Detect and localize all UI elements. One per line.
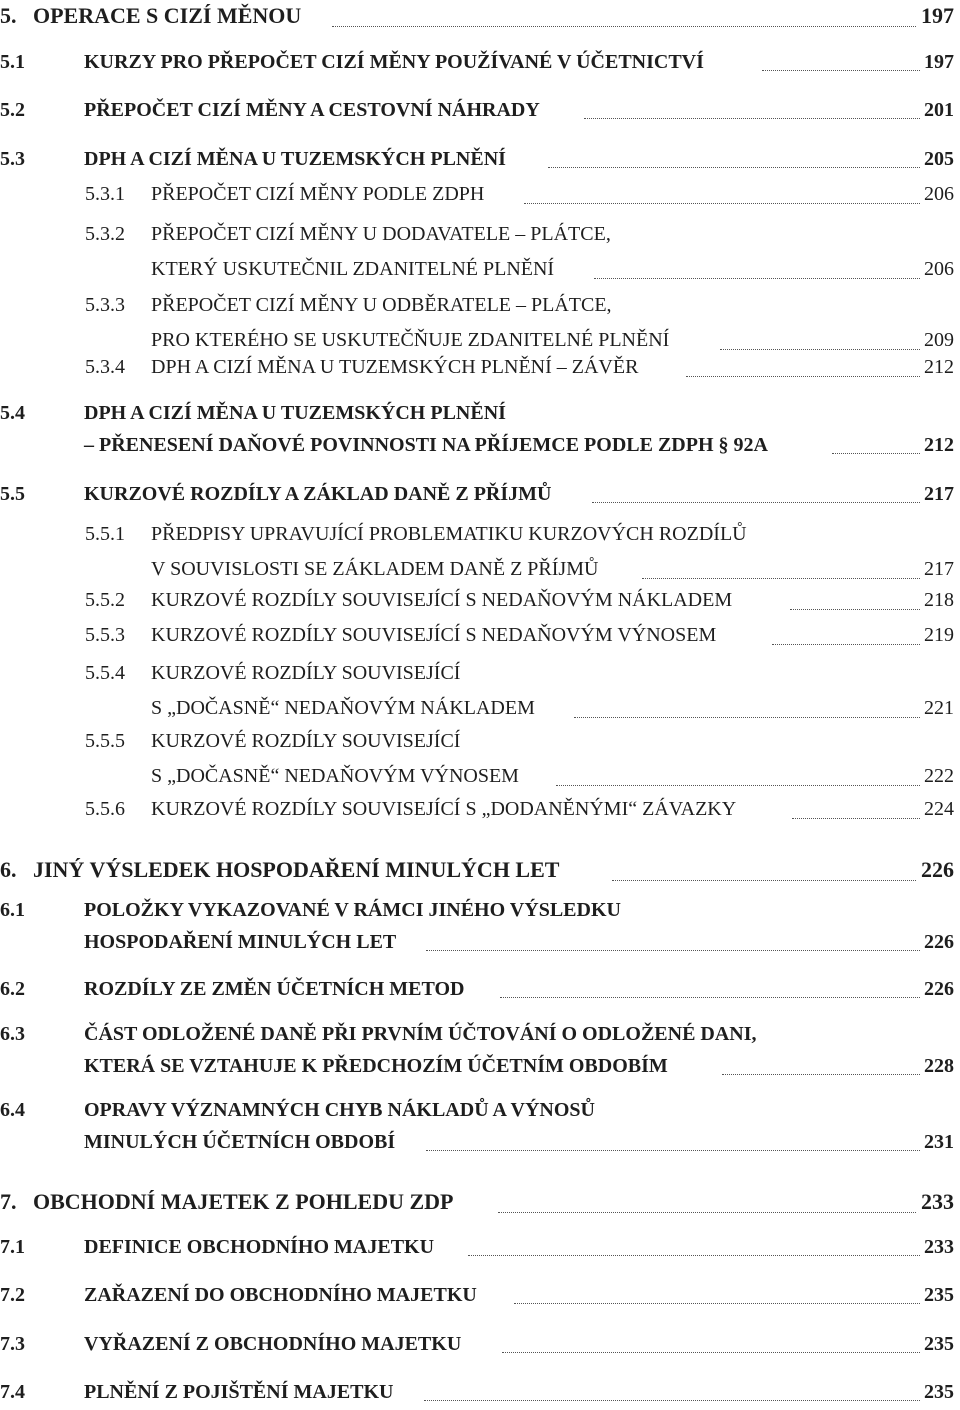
toc-leader — [426, 1150, 920, 1151]
toc-page-number: 222 — [924, 765, 954, 787]
toc-page-number: 197 — [924, 51, 954, 73]
toc-page-number: 233 — [921, 1189, 954, 1214]
toc-subsection-5-5-3[interactable] — [0, 618, 960, 653]
toc-leader — [792, 818, 920, 819]
toc-title: ČÁST ODLOŽENÉ DANĚ PŘI PRVNÍM ÚČTOVÁNÍ O ODLOŽENÉ DANI, KTERÁ SE VZTAHUJE K PŘEDCHOZÍM ÚČETNÍM OBDOBÍM — [84, 1023, 757, 1077]
toc-title: PŘEPOČET CIZÍ MĚNY U ODBĚRATELE – PLÁTCE, PRO KTERÉHO SE USKUTEČŇUJE ZDANITELNÉ PLNĚNÍ — [151, 294, 670, 351]
toc-title: DEFINICE OBCHODNÍHO MAJETKU — [84, 1236, 435, 1258]
toc-title: PŘEPOČET CIZÍ MĚNY PODLE ZDPH — [151, 183, 485, 205]
toc-page-number: 228 — [924, 1055, 954, 1077]
toc-section-7-3[interactable] — [0, 1328, 960, 1360]
toc-subsection-5-5-4[interactable] — [0, 656, 960, 726]
toc-page-number: 205 — [924, 148, 954, 170]
toc-number: 6. — [0, 857, 17, 882]
toc-leader — [574, 717, 920, 718]
toc-leader — [790, 609, 920, 610]
toc-subsection-5-3-4[interactable] — [0, 350, 960, 385]
toc-page-number: 206 — [924, 183, 954, 205]
toc-number: 5.3.1 — [85, 183, 125, 205]
toc-page-number: 235 — [924, 1284, 954, 1306]
toc-page-number: 209 — [924, 329, 954, 351]
toc-title: DPH A CIZÍ MĚNA U TUZEMSKÝCH PLNĚNÍ – ZÁVĚR — [151, 356, 639, 378]
toc-number: 6.2 — [0, 978, 25, 1000]
toc-leader — [594, 278, 920, 279]
toc-section-5-2[interactable] — [0, 94, 960, 126]
toc-title: PŘEDPISY UPRAVUJÍCÍ PROBLEMATIKU KURZOVÝCH ROZDÍLŮ V SOUVISLOSTI SE ZÁKLADEM DANĚ Z PŘÍJMŮ — [151, 523, 747, 580]
toc-leader — [502, 1352, 920, 1353]
toc-number: 5.3 — [0, 148, 25, 170]
toc-title: KURZOVÉ ROZDÍLY SOUVISEJÍCÍ S NEDAŇOVÝM VÝNOSEM — [151, 624, 717, 646]
toc-page-number: 231 — [924, 1131, 954, 1153]
toc-page-number: 224 — [924, 798, 954, 820]
toc-title: VYŘAZENÍ Z OBCHODNÍHO MAJETKU — [84, 1333, 462, 1355]
toc-subsection-5-5-2[interactable] — [0, 583, 960, 618]
toc-leader — [832, 453, 920, 454]
toc-number: 5.4 — [0, 402, 25, 424]
toc-page-number: 226 — [924, 931, 954, 953]
toc-number: 5.5.1 — [85, 523, 125, 545]
toc-leader — [548, 167, 920, 168]
toc-title: DPH A CIZÍ MĚNA U TUZEMSKÝCH PLNĚNÍ – PŘENESENÍ DAŇOVÉ POVINNOSTI NA PŘÍJEMCE PODLE ZDPH § 92A — [84, 402, 768, 456]
toc-section-7-1[interactable] — [0, 1231, 960, 1263]
toc-title: ROZDÍLY ZE ZMĚN ÚČETNÍCH METOD — [84, 978, 465, 1000]
toc-title: KURZOVÉ ROZDÍLY SOUVISEJÍCÍ S „DOČASNĚ“ NEDAŇOVÝM VÝNOSEM — [151, 730, 519, 787]
toc-title: OPRAVY VÝZNAMNÝCH CHYB NÁKLADŮ A VÝNOSŮ MINULÝCH ÚČETNÍCH OBDOBÍ — [84, 1099, 595, 1153]
toc-number: 5.5.6 — [85, 798, 125, 820]
toc-number: 5.3.4 — [85, 356, 125, 378]
toc-subsection-5-5-6[interactable] — [0, 792, 960, 827]
toc-chapter-5[interactable] — [0, 0, 960, 34]
toc-chapter-6[interactable] — [0, 854, 960, 888]
toc-title: JINÝ VÝSLEDEK HOSPODAŘENÍ MINULÝCH LET — [33, 857, 560, 882]
toc-leader — [514, 1303, 920, 1304]
toc-section-7-4[interactable] — [0, 1376, 960, 1408]
toc-page-number: 217 — [924, 483, 954, 505]
toc-number: 5.5 — [0, 483, 25, 505]
toc-section-6-3[interactable] — [0, 1018, 960, 1082]
toc-number: 5. — [0, 3, 17, 28]
toc-number: 7.3 — [0, 1333, 25, 1355]
toc-subsection-5-3-3[interactable] — [0, 288, 960, 358]
toc-number: 5.2 — [0, 99, 25, 121]
toc-title: PŘEPOČET CIZÍ MĚNY A CESTOVNÍ NÁHRADY — [84, 99, 540, 121]
toc-page-number: 212 — [924, 356, 954, 378]
toc-section-5-5[interactable] — [0, 478, 960, 510]
toc-title: OPERACE S CIZÍ MĚNOU — [33, 3, 302, 28]
toc-leader — [772, 644, 920, 645]
toc-number: 7.4 — [0, 1381, 25, 1403]
toc-title: POLOŽKY VYKAZOVANÉ V RÁMCI JINÉHO VÝSLEDKU HOSPODAŘENÍ MINULÝCH LET — [84, 899, 621, 953]
toc-number: 7.1 — [0, 1236, 25, 1258]
toc-page-number: 219 — [924, 624, 954, 646]
toc-page-number: 233 — [924, 1236, 954, 1258]
toc-page-number: 218 — [924, 589, 954, 611]
toc-leader — [556, 785, 920, 786]
toc-subsection-5-3-1[interactable] — [0, 177, 960, 212]
toc-page-number: 235 — [924, 1333, 954, 1355]
toc-number: 5.5.2 — [85, 589, 125, 611]
toc-page-number: 201 — [924, 99, 954, 121]
toc-title: KURZOVÉ ROZDÍLY A ZÁKLAD DANĚ Z PŘÍJMŮ — [84, 483, 552, 505]
toc-number: 6.4 — [0, 1099, 25, 1121]
toc-title: DPH A CIZÍ MĚNA U TUZEMSKÝCH PLNĚNÍ — [84, 148, 506, 170]
toc-number: 5.5.3 — [85, 624, 125, 646]
toc-section-5-3[interactable] — [0, 143, 960, 175]
toc-number: 5.5.5 — [85, 730, 125, 752]
toc-page-number: 235 — [924, 1381, 954, 1403]
toc-leader — [642, 578, 920, 579]
toc-title: PLNĚNÍ Z POJIŠTĚNÍ MAJETKU — [84, 1381, 394, 1403]
toc-number: 5.1 — [0, 51, 25, 73]
toc-subsection-5-3-2[interactable] — [0, 217, 960, 287]
toc-title: KURZOVÉ ROZDÍLY SOUVISEJÍCÍ S „DOČASNĚ“ NEDAŇOVÝM NÁKLADEM — [151, 662, 535, 719]
toc-number: 6.1 — [0, 899, 25, 921]
toc-chapter-7[interactable] — [0, 1186, 960, 1220]
toc-leader — [332, 26, 916, 27]
toc-leader — [612, 880, 916, 881]
toc-title: ZAŘAZENÍ DO OBCHODNÍHO MAJETKU — [84, 1284, 477, 1306]
toc-section-6-1[interactable] — [0, 894, 960, 958]
toc-title: PŘEPOČET CIZÍ MĚNY U DODAVATELE – PLÁTCE, KTERÝ USKUTEČNIL ZDANITELNÉ PLNĚNÍ — [151, 223, 611, 280]
toc-leader — [424, 1400, 920, 1401]
toc-leader — [468, 1255, 920, 1256]
toc-number: 5.5.4 — [85, 662, 125, 684]
toc-leader — [426, 950, 920, 951]
toc-page-number: 226 — [921, 857, 954, 882]
toc-number: 6.3 — [0, 1023, 25, 1045]
toc-leader — [524, 203, 920, 204]
toc-number: 7. — [0, 1189, 17, 1214]
toc-subsection-5-5-1[interactable] — [0, 517, 960, 587]
toc-section-6-2[interactable] — [0, 973, 960, 1005]
toc-section-5-1[interactable] — [0, 46, 960, 78]
toc-page-number: 212 — [924, 434, 954, 456]
toc-section-5-4[interactable] — [0, 397, 960, 461]
toc-leader — [722, 1074, 920, 1075]
toc-leader — [762, 70, 920, 71]
toc-page-number: 206 — [924, 258, 954, 280]
toc-number: 5.3.3 — [85, 294, 125, 316]
toc-number: 5.3.2 — [85, 223, 125, 245]
toc-title: OBCHODNÍ MAJETEK Z POHLEDU ZDP — [33, 1189, 454, 1214]
toc-section-7-2[interactable] — [0, 1279, 960, 1311]
toc-subsection-5-5-5[interactable] — [0, 724, 960, 794]
toc-page-number: 197 — [921, 3, 954, 28]
toc-leader — [584, 118, 920, 119]
toc-leader — [592, 502, 920, 503]
toc-leader — [498, 1212, 916, 1213]
toc-page-number: 226 — [924, 978, 954, 1000]
toc-page-number: 221 — [924, 697, 954, 719]
toc-title: KURZOVÉ ROZDÍLY SOUVISEJÍCÍ S NEDAŇOVÝM NÁKLADEM — [151, 589, 733, 611]
toc-leader — [500, 997, 920, 998]
toc-page-number: 217 — [924, 558, 954, 580]
toc-leader — [686, 376, 920, 377]
toc-number: 7.2 — [0, 1284, 25, 1306]
toc-section-6-4[interactable] — [0, 1094, 960, 1158]
toc-title: KURZY PRO PŘEPOČET CIZÍ MĚNY POUŽÍVANÉ V ÚČETNICTVÍ — [84, 51, 704, 73]
toc-title: KURZOVÉ ROZDÍLY SOUVISEJÍCÍ S „DODANĚNÝMI“ ZÁVAZKY — [151, 798, 737, 820]
